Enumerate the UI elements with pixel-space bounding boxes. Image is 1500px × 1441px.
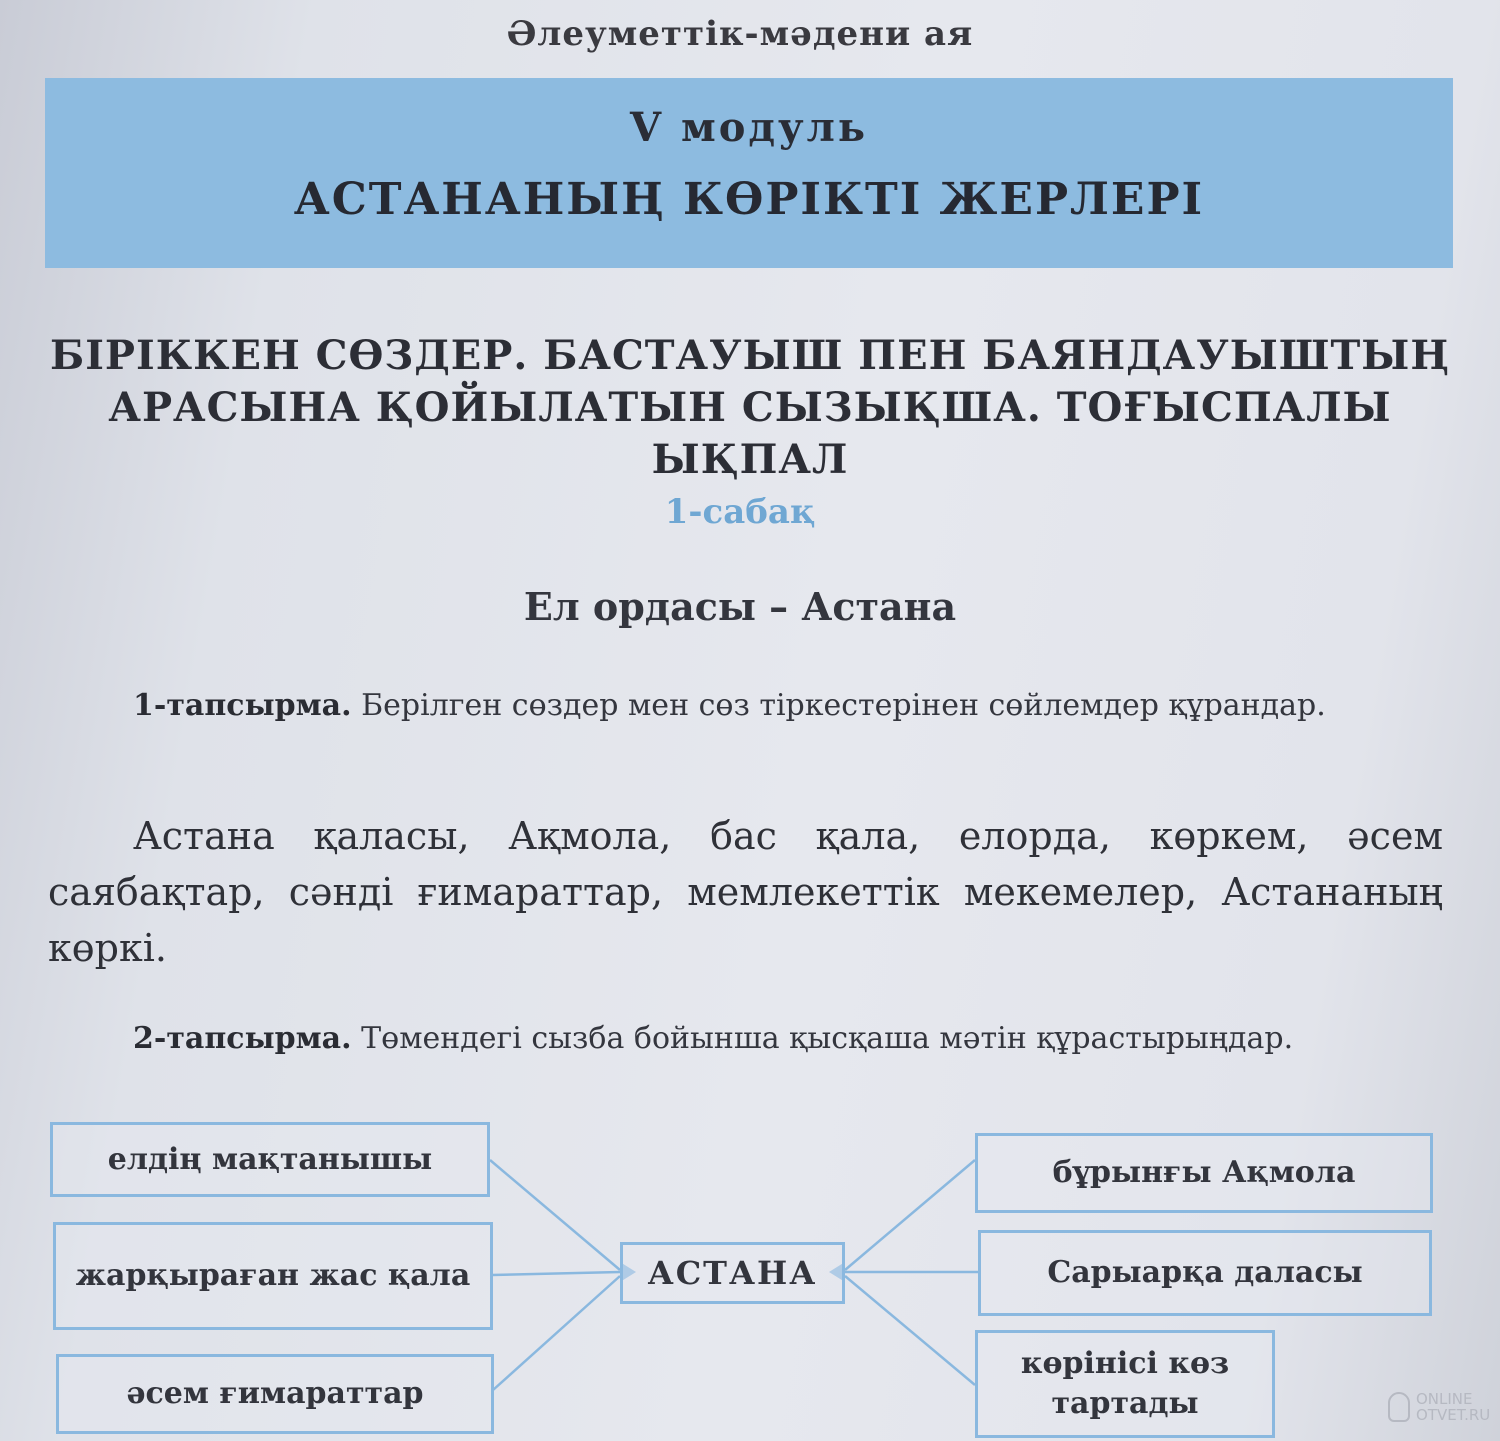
topic-line-2: АРАСЫНА ҚОЙЫЛАТЫН СЫЗЫҚША. ТОҒЫСПАЛЫ ЫҚПАЛ [108, 384, 1392, 483]
lesson-number: 1-сабақ [664, 492, 816, 532]
word-list-paragraph: Астана қаласы, Ақмола, бас қала, елорда, көркем, әсем саябақтар, сәнді ғимараттар, мемлекеттік мекемелер, Астананың көркі. [48, 814, 1443, 970]
diagram-left-box-3: әсем ғимараттар [56, 1354, 494, 1434]
connector-right-1 [845, 1160, 975, 1270]
site-watermark [1388, 1382, 1498, 1432]
module-banner [45, 78, 1453, 268]
reading-title: Ел ордасы – Астана [523, 584, 957, 629]
watermark-line-1: ONLINE [1416, 1390, 1473, 1408]
diagram-hub-box: АСТАНА [620, 1242, 845, 1304]
task-2-label: 2-тапсырма. [133, 1021, 352, 1056]
task-2-text: Төмендегі сызба бойынша қысқаша мәтін құрастырыңдар. [361, 1021, 1294, 1056]
connector-left-3 [493, 1276, 620, 1390]
lightbulb-icon [1388, 1392, 1410, 1422]
task-1 [48, 682, 1443, 730]
connector-right-3 [845, 1276, 975, 1385]
diagram-right-box-2: Сарыарқа даласы [978, 1230, 1432, 1316]
diagram-right-box-1: бұрынғы Ақмола [975, 1133, 1433, 1213]
diagram-left-box-2: жарқыраған жас қала [53, 1222, 493, 1330]
topic-line-1: БІРІККЕН СӨЗДЕР. БАСТАУЫШ ПЕН БАЯНДАУЫШТЫҢ [50, 332, 1450, 379]
module-label: V модуль [629, 104, 868, 151]
running-head: Әлеуметтік-мәдени ая [506, 14, 974, 54]
task-1-text: Берілген сөздер мен сөз тіркестерінен сөйлемдер құрандар. [361, 688, 1326, 723]
connector-left-2 [492, 1272, 620, 1275]
connector-left-1 [490, 1160, 620, 1270]
module-title: АСТАНАНЫҢ КӨРІКТІ ЖЕРЛЕРІ [293, 174, 1205, 225]
task-2 [48, 1015, 1443, 1063]
watermark-line-2: OTVET.RU [1416, 1406, 1491, 1424]
topic-heading [50, 330, 1450, 486]
task-1-label: 1-тапсырма. [133, 688, 352, 723]
diagram-right-box-3: көрінісі көз тартады [975, 1330, 1275, 1438]
diagram-left-box-1: елдің мақтанышы [50, 1122, 490, 1197]
